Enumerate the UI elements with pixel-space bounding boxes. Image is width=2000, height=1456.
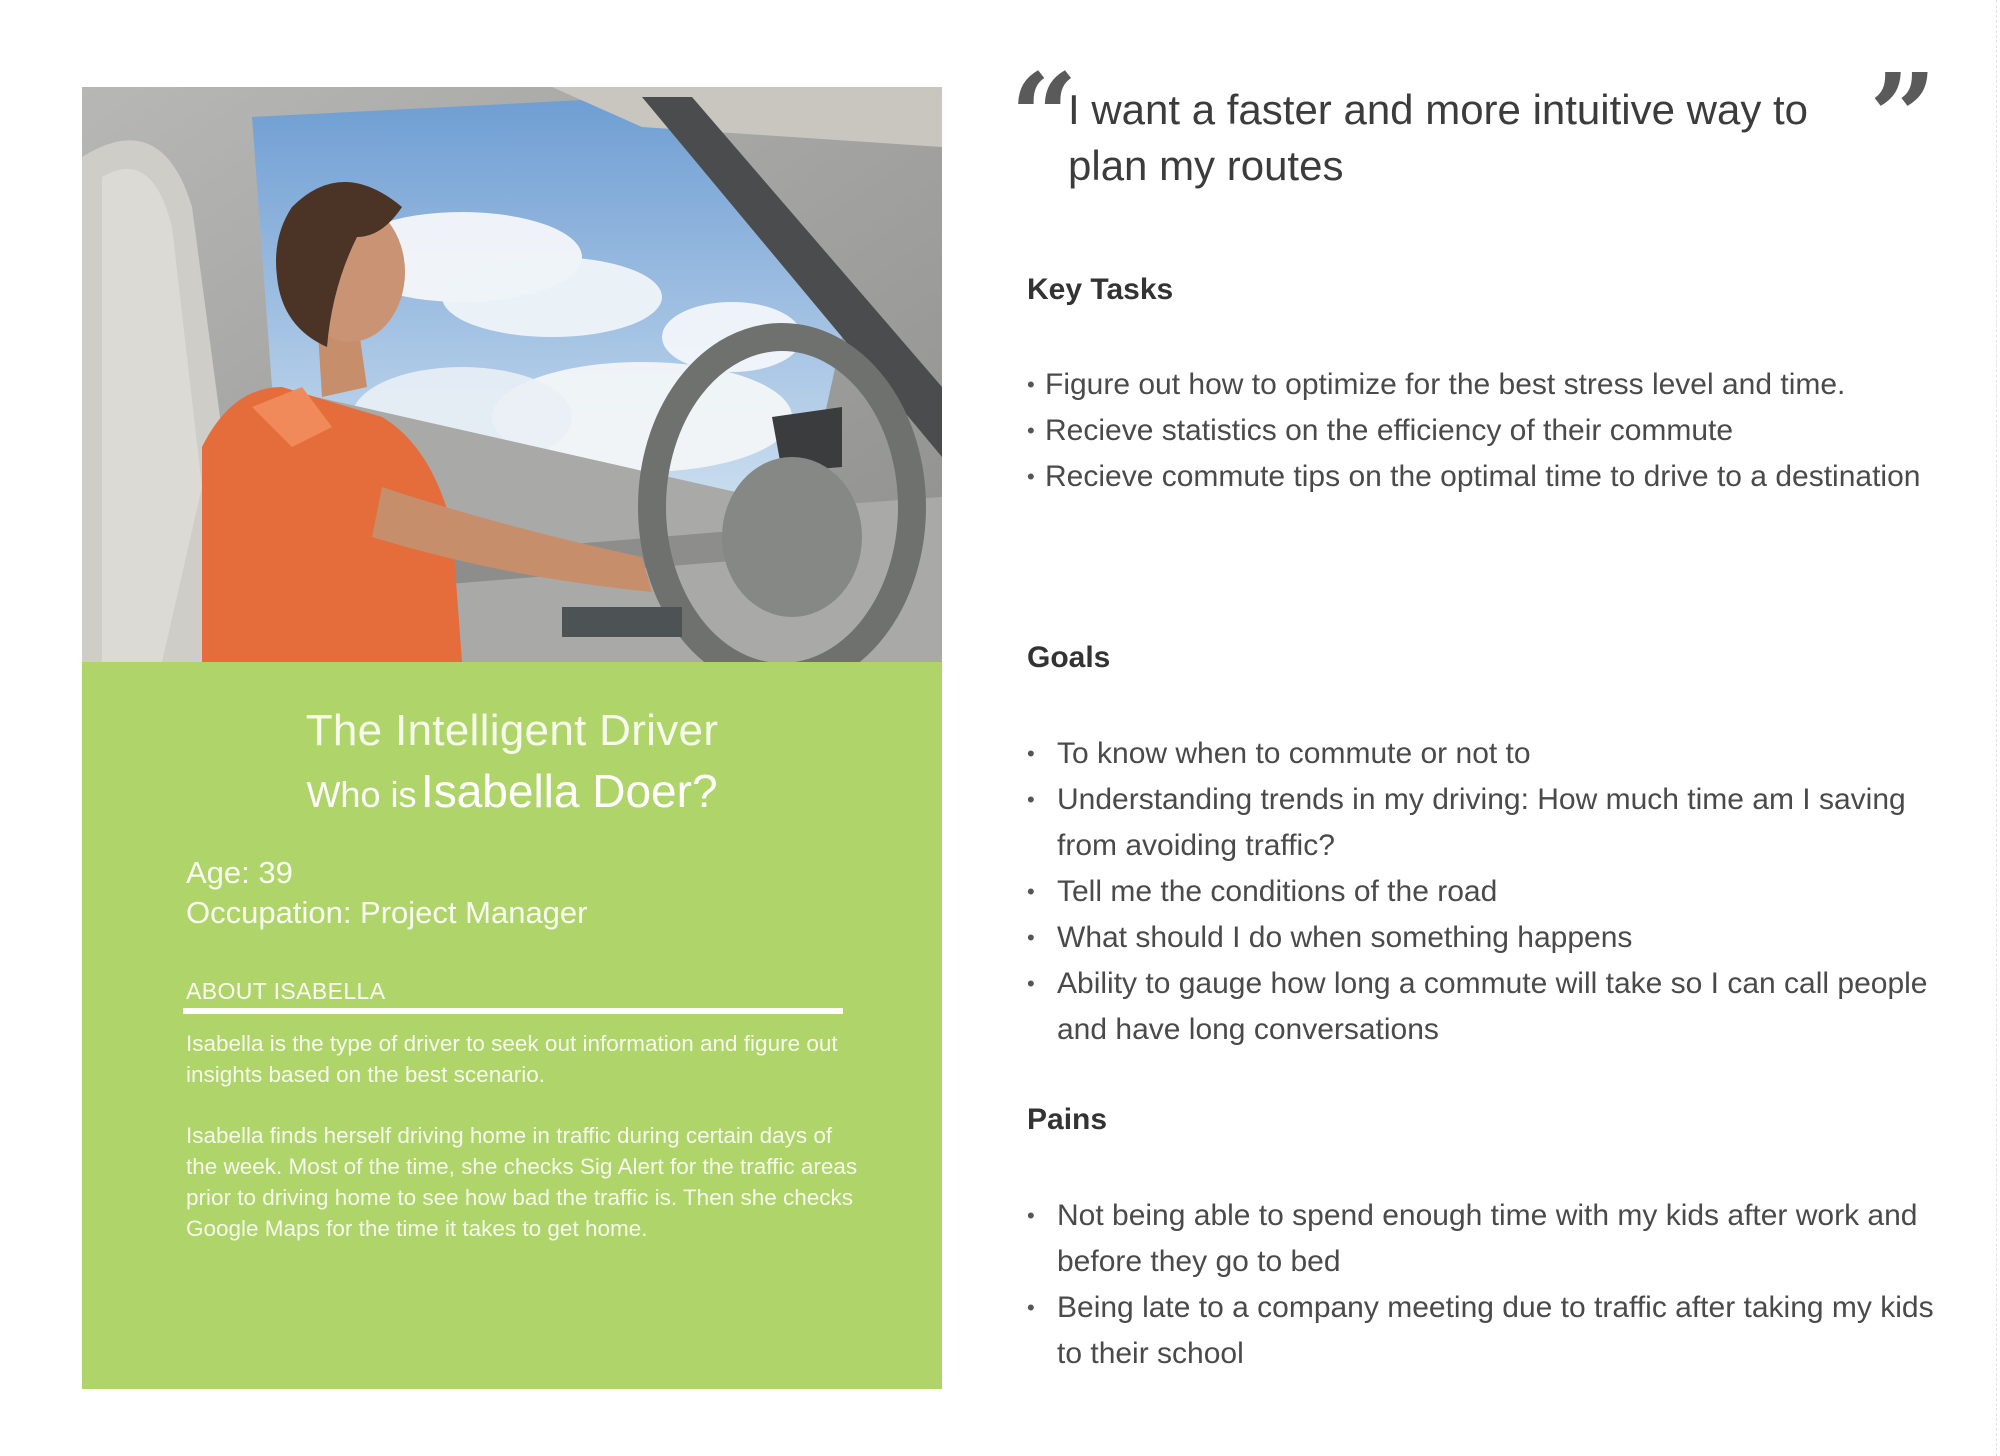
key-tasks-heading: Key Tasks [1027,273,1174,306]
list-item: • Ability to gauge how long a commute will take so I can call people and have long conversations [1027,961,1957,1053]
about-paragraph: Isabella is the type of driver to seek out information and figure out insights based on the best scenario. [186,1031,838,1087]
list-item: • To know when to commute or not to [1027,731,1957,777]
pains-list [1027,1193,1957,1377]
list-item: • Figure out how to optimize for the best stress level and time. [1027,362,1957,408]
list-item: • Tell me the conditions of the road [1027,869,1957,915]
persona-quote: I want a faster and more intuitive way to plan my routes [1068,86,1809,189]
persona-age: Age: 39 [186,855,293,890]
list-item: • Recieve commute tips on the optimal time to drive to a destination [1027,454,1957,500]
key-tasks-list [1027,362,1957,500]
quote-close-icon: ” [1869,47,1927,186]
about-heading: ABOUT ISABELLA [186,978,386,1004]
persona-photo [82,87,942,662]
pains-heading: Pains [1027,1103,1108,1136]
who-is-prefix: Who is [306,774,417,815]
list-item: • Not being able to spend enough time with my kids after work and before they go to bed [1027,1193,1957,1285]
page-edge-divider [1996,0,1997,1456]
list-item: • Understanding trends in my driving: How much time am I saving from avoiding traffic? [1027,777,1957,869]
list-item: • Recieve statistics on the efficiency of their commute [1027,408,1957,454]
woman-driving-illustration [82,87,942,662]
persona-name-line [82,764,942,818]
persona-card [82,87,942,1389]
quote-open-icon: “ [1010,47,1068,186]
about-divider [183,1008,843,1014]
goals-heading: Goals [1027,641,1111,674]
list-item: • Being late to a company meeting due to traffic after taking my kids to their school [1027,1285,1957,1377]
list-item: • What should I do when something happens [1027,915,1957,961]
goals-list [1027,731,1957,1053]
persona-name: Isabella Doer? [420,765,718,817]
persona-occupation: Occupation: Project Manager [186,895,588,930]
persona-title: The Intelligent Driver [305,706,719,755]
about-paragraph: Isabella finds herself driving home in traffic during certain days of the week. Most of the time, she checks Sig Alert for the traffic areas prior to driving home to see how bad the traffic is. Then she checks Google Maps for the time it takes to get home. [186,1123,858,1241]
persona-summary-panel [82,662,942,1389]
